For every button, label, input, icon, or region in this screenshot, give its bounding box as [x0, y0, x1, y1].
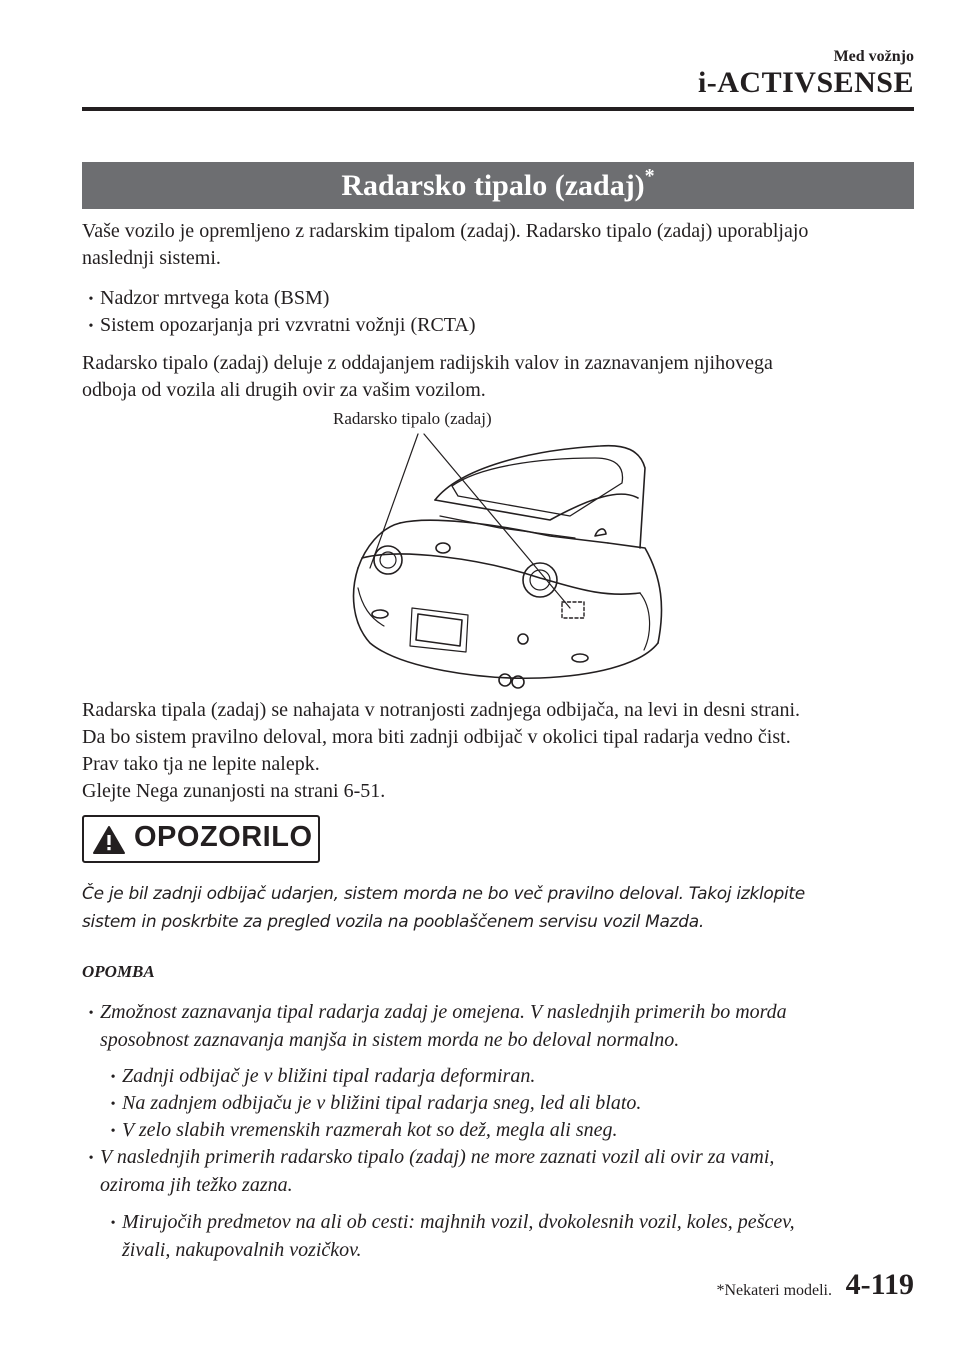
location-line: Da bo sistem pravilno deloval, mora biti zadnji odbijač v okolici tipal radarja vedno čist.	[82, 726, 791, 748]
warning-label-box	[82, 815, 320, 863]
location-line: Glejte Nega zunanjosti na strani 6-51.	[82, 780, 386, 802]
note-item: • Zmožnost zaznavanja tipal radarja zadaj je omejena. V naslednjih primerih bo morda sposobnost zaznavanja manjša in sistem morda ne bo deloval normalno.	[82, 999, 787, 1054]
note-subitem: • Zadnji odbijač je v bližini tipal radarja deformiran.	[110, 1065, 536, 1087]
note-title: OPOMBA	[82, 962, 155, 981]
warning-line: sistem in poskrbite za pregled vozila na pooblaščenem servisu vozil Mazda.	[82, 912, 704, 932]
note-subitem: • Na zadnjem odbijaču je v bližini tipal radarja sneg, led ali blato.	[110, 1092, 642, 1114]
function-line: odboja od vozila ali drugih ovir za vašim vozilom.	[82, 379, 486, 401]
note-subitem-text: Mirujočih predmetov na ali ob cesti: majhnih vozil, dvokolesnih vozil, koles, pešcev,	[122, 1211, 795, 1233]
warning-label: OPOZORILO	[134, 821, 313, 853]
header-rule	[82, 107, 914, 111]
note-item-line: V naslednjih primerih radarsko tipalo (zadaj) ne more zaznati vozil ali ovir za vami,	[100, 1146, 775, 1168]
location-line: Radarska tipala (zadaj) se nahajata v notranjosti zadnjega odbijača, na levi in desni strani.	[82, 699, 801, 721]
note-subitem: • V zelo slabih vremenskih razmerah kot so dež, megla ali sneg.	[110, 1119, 618, 1141]
note-item-line: oziroma jih težko zazna.	[100, 1173, 293, 1196]
section-title-marker: *	[644, 165, 655, 187]
note-item-line: Zmožnost zaznavanja tipal radarja zadaj je omejena. V naslednjih primerih bo morda	[100, 1001, 787, 1023]
page-number: 4-119	[845, 1268, 914, 1301]
note-subitem: • Mirujočih predmetov na ali ob cesti: majhnih vozil, dvokolesnih vozil, koles, pešcev, živali, nakupovalnih vozičkov.	[104, 1209, 795, 1264]
system-item: • Nadzor mrtvega kota (BSM)	[88, 287, 330, 309]
system-item-text: Sistem opozarjanja pri vzvratni vožnji (RCTA)	[100, 314, 476, 336]
note-subitem-text: V zelo slabih vremenskih razmerah kot so dež, megla ali sneg.	[122, 1119, 618, 1141]
note-subitem-text: Na zadnjem odbijaču je v bližini tipal radarja sneg, led ali blato.	[122, 1092, 642, 1114]
function-line: Radarsko tipalo (zadaj) deluje z oddajanjem radijskih valov in zaznavanjem njihovega	[82, 352, 773, 374]
system-item: • Sistem opozarjanja pri vzvratni vožnji (RCTA)	[88, 314, 476, 336]
rear-radar-sensor-illustration	[340, 428, 670, 693]
location-paragraph	[82, 697, 914, 805]
footnote: *Nekateri modeli.	[716, 1282, 832, 1299]
note-subitem-text: živali, nakupovalnih vozičkov.	[122, 1238, 362, 1261]
warning-icon	[92, 825, 126, 855]
chapter-title: i-ACTIVSENSE	[697, 66, 914, 99]
intro-line: Vaše vozilo je opremljeno z radarskim tipalom (zadaj). Radarsko tipalo (zadaj) uporabljajo	[82, 220, 809, 242]
function-paragraph	[82, 350, 914, 404]
note-item-line: sposobnost zaznavanja manjša in sistem morda ne bo deloval normalno.	[100, 1028, 680, 1051]
section-title: Radarsko tipalo (zadaj)	[341, 169, 645, 202]
note-item: • V naslednjih primerih radarsko tipalo (zadaj) ne more zaznati vozil ali ovir za vami, oziroma jih težko zazna.	[82, 1144, 774, 1199]
warning-line: Če je bil zadnji odbijač udarjen, sistem morda ne bo več pravilno deloval. Takoj izklopite	[82, 884, 805, 904]
warning-text	[82, 880, 880, 936]
figure-label: Radarsko tipalo (zadaj)	[333, 409, 492, 428]
section-title-bar	[82, 162, 914, 209]
note-subitem-text: Zadnji odbijač je v bližini tipal radarja deformiran.	[122, 1065, 536, 1087]
chapter-subtitle: Med vožnjo	[833, 48, 914, 65]
intro-paragraph	[82, 218, 914, 272]
location-line: Prav tako tja ne lepite nalepk.	[82, 753, 320, 775]
intro-line: naslednji sistemi.	[82, 247, 221, 269]
system-item-text: Nadzor mrtvega kota (BSM)	[100, 287, 330, 309]
